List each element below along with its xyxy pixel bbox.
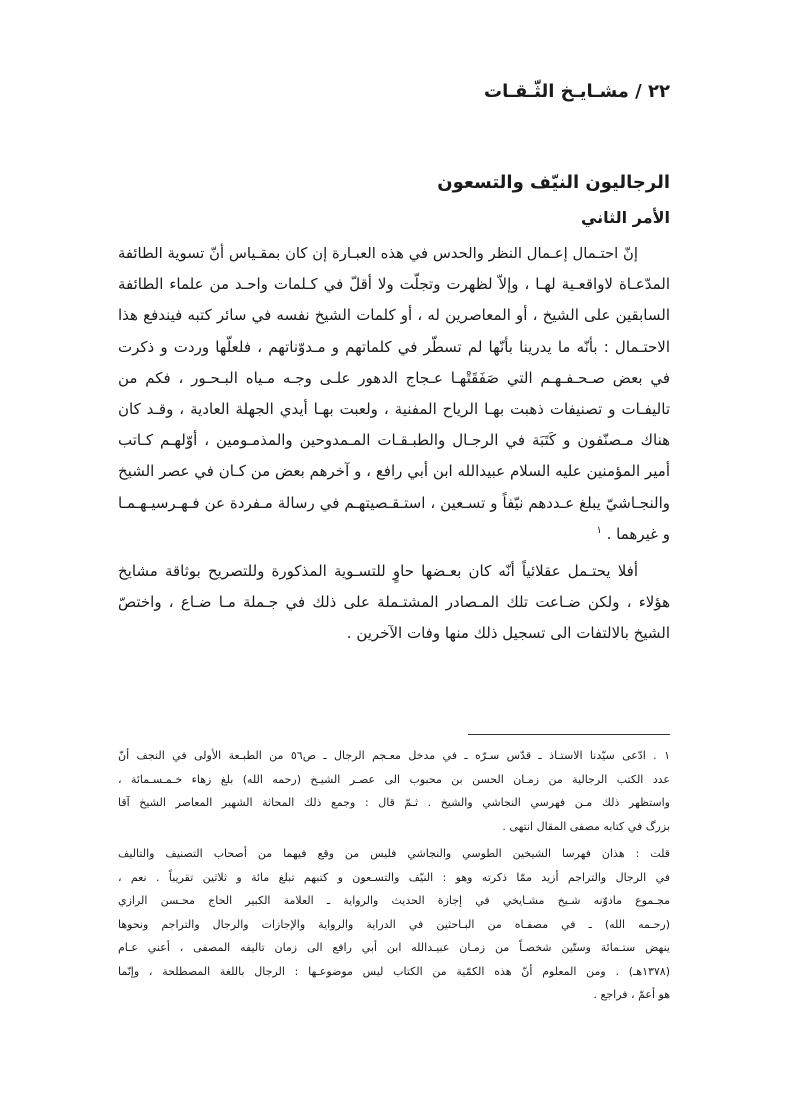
text-line: المدّعـاة لاواقعـية لهـا ، وإلاّ لظهرت وتجلّت ولا أقلّ في كـلمات واحـد من علماء الطائفة <box>118 275 670 294</box>
footnote-line: ينهض ستـمائة وستّين شخصـاً من زمـان عبيـدالله ابن أبي رافع الى زمان تاليفه المصفى ، أعني عـام <box>118 941 670 954</box>
footnote-1-continued <box>118 842 670 1007</box>
footnote-line: (١٣٧٨هـ) . ومن المعلوم أنّ هذه الكمّية من الكتاب ليس موضوعـها : الرجال باللغة المصطلحة ، وإنّما <box>118 964 670 978</box>
text-line: تاليفـات و تصنيفات ذهبت بهـا الرياح المفنية ، ولعبت بهـا أيدي الجهلة العادية ، وقـد كان <box>118 400 670 419</box>
text-line: إنّ احتـمال إعـمال النظر والحدس في هذه العبـارة إن كان بمقـياس أنّ تسوية الطائفة <box>118 245 638 262</box>
footnote-line: واستظهر ذلك مـن فهرسي النجاشي والشيخ . ثـمّ قال : وجمع ذلك المحاثة الشهير المعاصر الشيخ آقا <box>118 796 670 809</box>
running-header: ٢٢ / مشـايـخ الثّـقـات <box>484 81 670 102</box>
footnotes-section <box>118 744 670 1007</box>
footnote-line: عدد الكتب الرجالية من زمـان الحسن بن محبوب الى عصـر الشيـخ (رحمه الله) بلغ زهاء خـمـسـمائة ، <box>118 772 670 786</box>
footnote-line: هو أعمّ ، فراجع . <box>593 988 670 1001</box>
paragraph-1 <box>118 238 670 550</box>
footnote-line: في الرجال والتراجم أزيد ممّا ذكرته وهو : النيّف والتسـعون و كتبهم تبلغ مائة و ثلاثين تقريباً . نعم ، <box>118 870 670 884</box>
text-line: السابقين على الشيخ ، أو المعاصرين له ، أو كلمات الشيخ نفسه في سائر كتبه فيندفع هذا <box>118 306 670 325</box>
text-line: الشيخ بالالتفات الى تسجيل ذلك منها وفات الآخرين . <box>346 624 670 643</box>
text-line-content: و غيرهما . <box>606 524 670 543</box>
text-line-last <box>118 519 670 550</box>
body-text <box>118 238 670 650</box>
text-line: والنجـاشيّ يبلغ عـددهم نيّفاً و تسـعين ، استـقـصيتهـم في رسالة مـفردة عن فـهـرسيـهـمـا <box>118 493 670 512</box>
text-line: أمير المؤمنين عليه السلام عبيدالله ابن أبي رافع ، و آخرهم بعض من كـان في عصر الشيخ <box>118 462 670 481</box>
footnote-1 <box>118 744 670 838</box>
text-line: الاحتـمال : بأنّه ما يدرينا بأنّها لم تسطّر في كلماتهم و مـدوّناتهم ، فلعلّها وردت و ذكرت <box>118 337 670 356</box>
text-line: في بعض صـحـفـهـم التي صَفَقَتْهـا عـجاج الدهور علـى وجـه مـياه البـحـور ، فكم من <box>118 368 670 387</box>
text-line: هؤلاء ، ولكن ضـاعت تلك المـصادر المشتـملة على ذلك في جـملة مـا ضـاع ، واختصّ <box>118 593 670 612</box>
footnote-line: ١ . ادّعى سيّدنا الاستـاذ ـ قدّس سـرّه ـ في مدخل معـجم الرجال ـ ص٥٦ من الطبـعة الأولى في النجف أنّ <box>118 749 670 762</box>
subsection-title: الأمر الثاني <box>580 208 670 227</box>
footnote-line: قلت : هذان فهرسا الشيخين الطوسي والنجاشي فليس من وقع فيهما من أصحاب التصنيف والتاليف <box>118 847 670 860</box>
footnote-reference[interactable]: ١ <box>596 524 602 536</box>
paragraph-2 <box>118 556 670 650</box>
footnote-line: (رحـمه الله) ـ في مصفـاه من البـاحثين في الدراية والرواية والإجازات والرجال والتراجم ونحوها <box>118 917 670 931</box>
text-line: أفلا يحتـمل عقلائياً أنّه كان بعـضها حاوٍ للتسـوية المذكورة وللتصريح بوثاقة مشايخ <box>118 562 638 581</box>
section-title: الرجاليون النيّف والتسعون <box>437 172 670 193</box>
text-line: هناك مـصنّفون و كَتَبَة في الرجـال والطبـقـات المـمدوحين والمذمـومين ، أوّلهـم كـاتب <box>118 431 670 450</box>
footnote-line: بزرگ في كتابه مصفى المقال انتهى . <box>502 819 670 833</box>
footnote-divider <box>468 734 670 735</box>
footnote-line: مجـموع مادوّنه شـيخ مشـايخي في إجازة الحديث والرواية ـ العلامة الكبير الحاج محـسن الرازي <box>118 894 670 907</box>
